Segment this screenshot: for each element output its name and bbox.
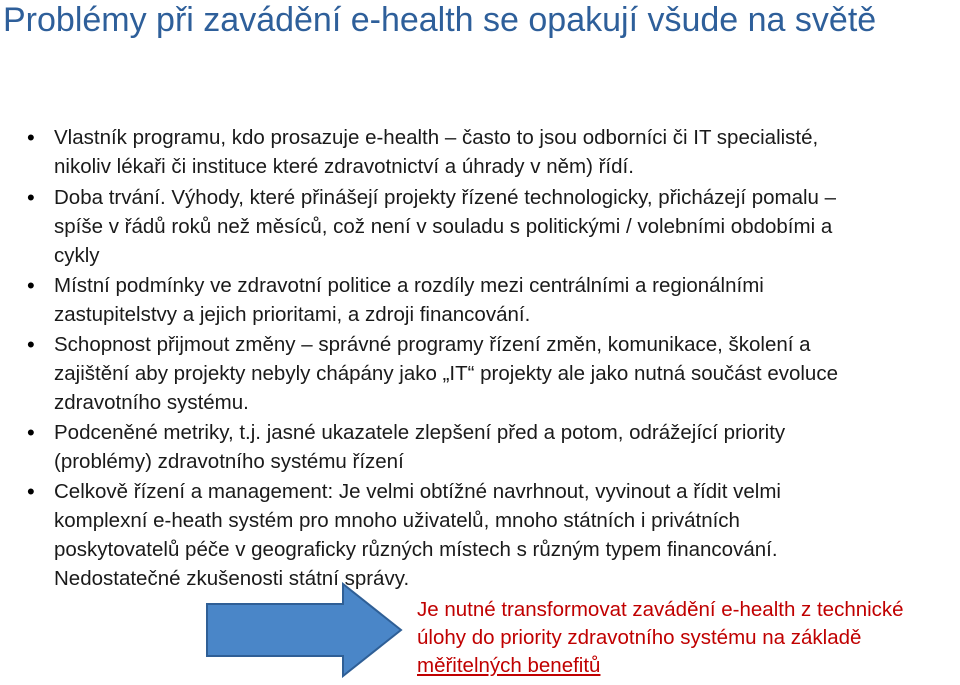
bullet-line: Nedostatečné zkušenosti státní správy. xyxy=(54,567,410,590)
bullet-text xyxy=(54,330,934,417)
right-arrow-shape xyxy=(207,584,401,676)
bullet-dot: • xyxy=(27,273,35,298)
bullet-line: spíše v řádů roků než měsíců, což není v souladu s politickými / volebními obdobími a xyxy=(54,215,833,238)
bullet-dot: • xyxy=(27,479,35,504)
bullet-line: zdravotního systému. xyxy=(54,391,249,414)
bullet-line: Schopnost přijmout změny – správné programy řízení změn, komunikace, školení a xyxy=(54,333,811,356)
right-arrow-icon xyxy=(205,582,405,678)
bullet-dot: • xyxy=(27,420,35,445)
bullet-line: nikoliv lékaři či instituce které zdravotnictví a úhrady v něm) řídí. xyxy=(54,155,634,178)
bullet-text xyxy=(54,271,934,329)
conclusion-text xyxy=(417,596,957,680)
bullet-dot: • xyxy=(27,185,35,210)
conclusion-line-1: Je nutné transformovat zavádění e-health z technické xyxy=(417,598,904,621)
bullet-dot: • xyxy=(27,332,35,357)
bullet-text xyxy=(54,477,934,593)
bullet-line: Celkově řízení a management: Je velmi obtížné navrhnout, vyvinout a řídit velmi xyxy=(54,480,781,503)
bullet-line: Podceněné metriky, t.j. jasné ukazatele zlepšení před a potom, odrážející priority xyxy=(54,421,786,444)
conclusion-line-3: měřitelných benefitů xyxy=(417,654,601,677)
bullet-line: poskytovatelů péče v geograficky různých místech s různým typem financování. xyxy=(54,538,778,561)
bullet-line: cykly xyxy=(54,244,100,267)
slide-title: Problémy při zavádění e-health se opakují všude na světě xyxy=(3,1,877,39)
bullet-line: Místní podmínky ve zdravotní politice a rozdíly mezi centrálními a regionálními xyxy=(54,274,764,297)
bullet-text xyxy=(54,418,934,476)
bullet-dot: • xyxy=(27,125,35,150)
bullet-text xyxy=(54,123,934,181)
bullet-line: Doba trvání. Výhody, které přinášejí projekty řízené technologicky, přicházejí pomalu – xyxy=(54,186,837,209)
bullet-line: zajištění aby projekty nebyly chápány jako „IT“ projekty ale jako nutná součást evoluce xyxy=(54,362,838,385)
bullet-line: Vlastník programu, kdo prosazuje e-health – často to jsou odborníci či IT specialisté, xyxy=(54,126,819,149)
conclusion-line-2: úlohy do priority zdravotního systému na základě xyxy=(417,626,862,649)
bullet-text xyxy=(54,183,934,270)
bullet-line: komplexní e-heath systém pro mnoho uživatelů, mnoho státních i privátních xyxy=(54,509,740,532)
bullet-line: zastupitelstvy a jejich prioritami, a zdroji financování. xyxy=(54,303,531,326)
bullet-line: (problémy) zdravotního systému řízení xyxy=(54,450,404,473)
